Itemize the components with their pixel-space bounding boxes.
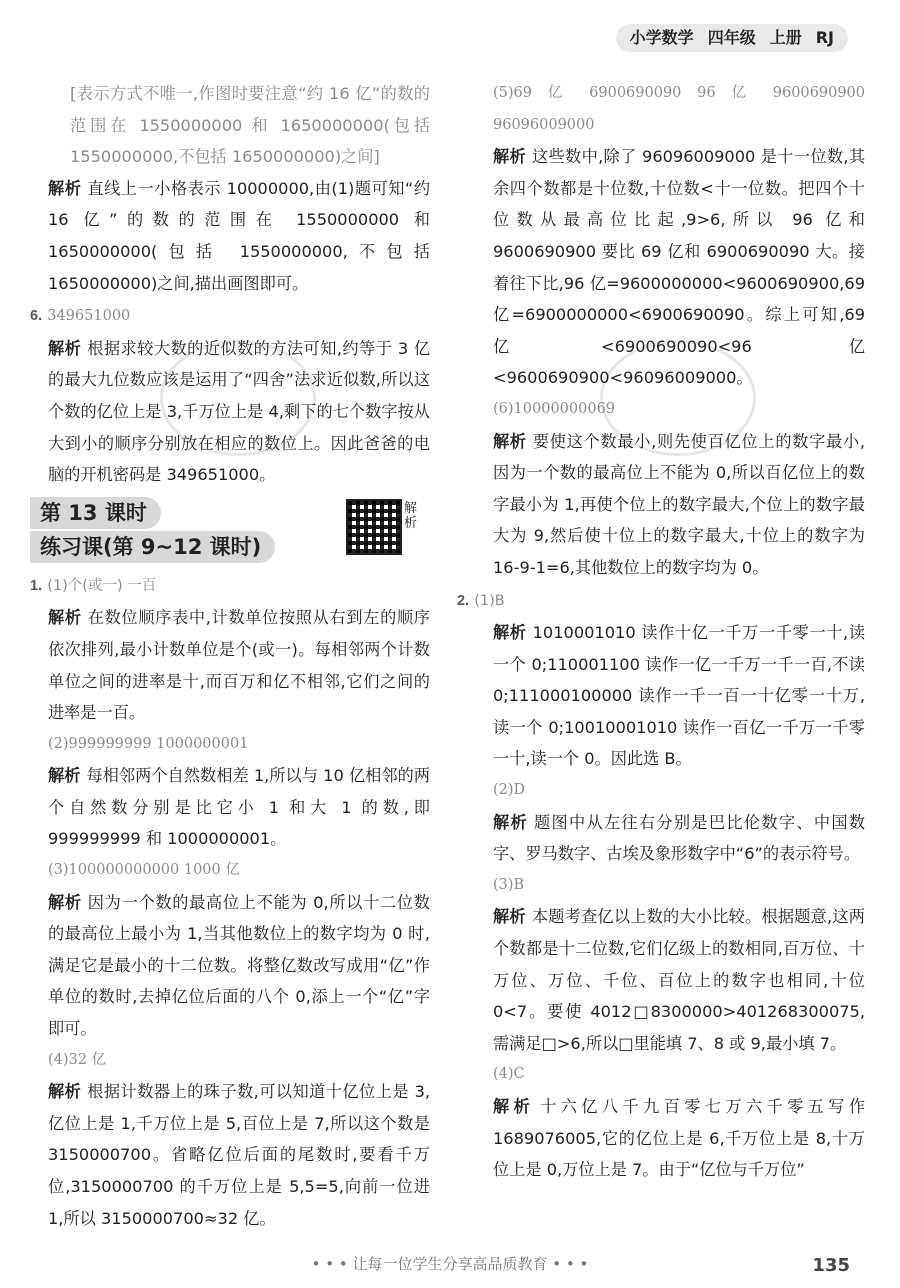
volume-label: 上册	[769, 28, 802, 47]
answer-text: 349651000	[47, 308, 131, 325]
grade-label: 四年级	[707, 28, 756, 47]
answer-text: (5)69 亿 6900690090 96 亿 9600690900 96096009000	[493, 85, 865, 133]
analysis-text: 直线上一小格表示 10000000,由(1)题可知“约 16 亿”的数的范围在 1550000000 和 1650000000(包括 1550000000,不包括 1650000000)之间,描出画图即可。	[48, 178, 431, 293]
answer-text: (4)32 亿	[48, 1051, 107, 1068]
analysis-tag: 解析	[493, 147, 527, 167]
analysis-tag: 解析	[48, 766, 81, 786]
analysis-tag: 解析	[493, 907, 526, 927]
answer-text: (1)B	[474, 592, 505, 609]
analysis-text: 因为一个数的最高位上不能为 0,所以十二位数的最高位上最小为 1,当其他数位上的数字均为 0 时,满足它是最小的十二位数。将整亿数改写成用“亿”作单位的数时,去掉亿位后面的八个 0,添上一个“亿”字即可。	[48, 892, 430, 1039]
qr-code-icon[interactable]	[346, 499, 402, 555]
analysis-text: 题图中从左往右分别是巴比伦数字、中国数字、罗马数字、古埃及象形数字中“6”的表示符号。	[493, 812, 866, 864]
analysis-tag: 解析	[493, 812, 528, 832]
lesson-heading	[30, 497, 430, 565]
analysis-text: 在数位顺序表中,计数单位按照从右到左的顺序依次排列,最小计数单位是个(或一)。每相邻两个计数单位之间的进率是十,而百万和亿不相邻,它们之间的进率是一百。	[48, 608, 430, 723]
analysis-tag: 解析	[48, 608, 82, 628]
analysis-text: 每相邻两个自然数相差 1,所以与 10 亿相邻的两个自然数分别是比它小 1 和大 1 的数,即 999999999 和 1000000001。	[48, 766, 431, 849]
subject-label: 小学数学	[629, 28, 694, 47]
answer-text: (6)10000000069	[493, 400, 616, 417]
footer-slogan: • • • 让每一位学生分享高品质教育 • • •	[311, 1255, 589, 1273]
lesson-subtitle: 练习课(第 9~12 课时)	[30, 531, 275, 563]
analysis-text: 根据求较大数的近似数的方法可知,约等于 3 亿的最大九位数应该是运用了“四舍”法求近似数,所以这个数的亿位上是 3,千万位上是 4,剩下的七个数字按从大到小的顺序分别放在相应的数位上。因此爸爸的电脑的开机密码是 349651000。	[48, 338, 431, 485]
analysis-text: 本题考查亿以上数的大小比较。根据题意,这两个数都是十二位数,它们亿级上的数相同,百万位、十万位、万位、千位、百位上的数字也相同,十位 0<7。要使 4012□8300000>401268300075,需满足□>6,所以□里能填 7、8 或 9,最小填 7。	[493, 907, 865, 1053]
analysis-text: 1010001010 读作十亿一千万一千零一十,读一个 0;110001100 读作一亿一千万一千一百,不读 0;111000100000 读作一千一百一十亿零一十万,读一个 0;10010001010 读作一百亿一千万一千零一十,读一个 0。因此选 B。	[493, 623, 866, 769]
analysis-text: 十六亿八千九百零七万六千零五写作 1689076005,它的亿位上是 6,千万位上是 8,十万位上是 0,万位上是 7。由于“亿位与千万位”	[493, 1097, 866, 1180]
answer-text: (3)B	[493, 876, 525, 893]
edition-label: RJ	[815, 28, 834, 47]
analysis-tag: 解析	[48, 1082, 82, 1102]
answer-text: (2)999999999 1000000001	[48, 735, 249, 752]
analysis-text: 要使这个数最小,则先使百亿位上的数字最小,因为一个数的最高位上不能为 0,所以百亿位上的数字最小为 1,再使个位上的数字最大,个位上的数字最大为 9,然后使十位上的数字最大,十位上的数字为 16-9-1=6,其他数位上的数字均为 0。	[493, 431, 865, 577]
answer-text: (1)个(或一) 一百	[47, 577, 157, 594]
qr-label: 解析	[404, 500, 418, 531]
note-text: [表示方式不唯一,作图时要注意“约 16 亿”的数的范围在 1550000000 和 1650000000(包括 1550000000,不包括 1650000000)之间]	[70, 84, 430, 167]
left-column	[30, 78, 430, 1234]
analysis-tag: 解析	[493, 1097, 535, 1116]
question-number: 2.	[457, 592, 470, 609]
analysis-tag: 解析	[493, 623, 527, 643]
analysis-tag: 解析	[493, 431, 527, 451]
lesson-title: 第 13 课时	[30, 497, 161, 529]
question-number: 1.	[30, 577, 43, 594]
page-number: 135	[812, 1255, 850, 1276]
analysis-text: 根据计数器上的珠子数,可以知道十亿位上是 3,亿位上是 1,千万位上是 5,百位上是 7,所以这个数是 3150000700。省略亿位后面的尾数时,要看千万位,3150000700 的千万位上是 5,5=5,向前一位进 1,所以 3150000700≈32 亿。	[48, 1082, 431, 1228]
analysis-text: 这些数中,除了 96096009000 是十一位数,其余四个数都是十位数,十位数<十一位数。把四个十位数从最高位比起,9>6,所以 96 亿和 9600690900 要比 69 亿和 6900690090 大。接着往下比,96 亿=9600000000<9600690900,69 亿=6900000000<6900690090。综上可知,69 亿<6900690090<96 亿<9600690900<96096009000。	[493, 147, 866, 388]
page-header	[616, 24, 848, 52]
analysis-tag: 解析	[48, 892, 82, 912]
analysis-tag: 解析	[48, 178, 82, 198]
right-column	[457, 78, 866, 1186]
answer-text: (4)C	[493, 1066, 525, 1083]
analysis-tag: 解析	[48, 338, 82, 358]
answer-text: (3)100000000000 1000 亿	[48, 862, 240, 879]
answer-text: (2)D	[493, 782, 526, 799]
question-number: 6.	[30, 308, 43, 325]
